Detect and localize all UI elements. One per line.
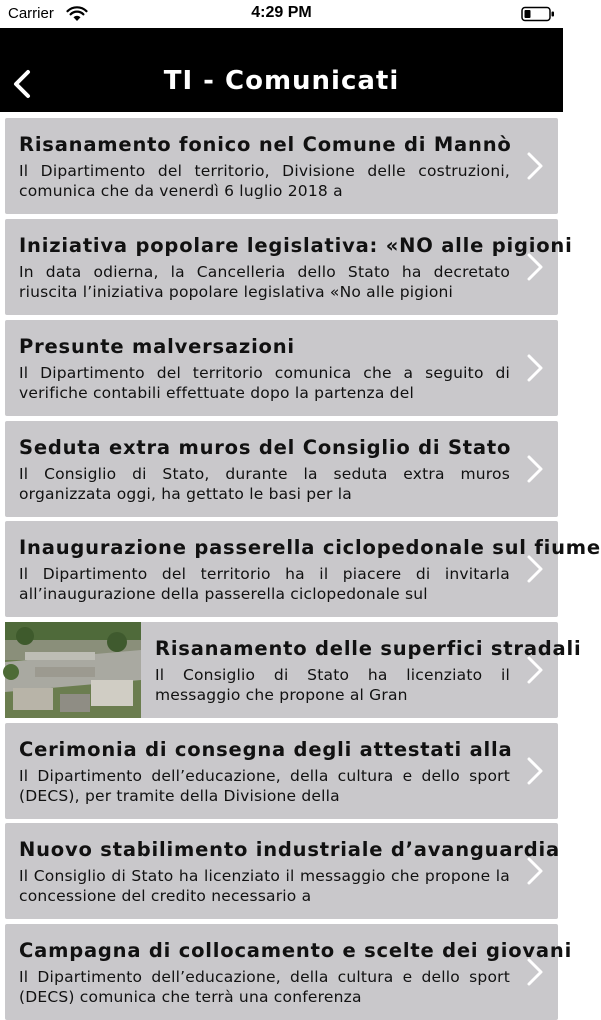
item-excerpt: Il Dipartimento del territorio ha il piacere di invitarla all’inaugurazione della passerella ciclopedonale sul: [19, 565, 510, 603]
list-item[interactable]: [5, 421, 558, 517]
chevron-right-icon: [526, 957, 544, 987]
chevron-right-icon: [526, 856, 544, 886]
chevron-right-icon: [526, 353, 544, 383]
item-excerpt: Il Consiglio di Stato ha licenziato il messaggio che propone al Gran: [155, 666, 510, 704]
item-title: Seduta extra muros del Consiglio di Stato: [19, 436, 512, 459]
item-excerpt: Il Consiglio di Stato, durante la seduta extra muros organizzata oggi, ha gettato le basi per la: [19, 465, 510, 503]
status-bar: [0, 0, 563, 28]
chevron-right-icon: [526, 554, 544, 584]
chevron-right-icon: [526, 252, 544, 282]
battery-icon: [521, 6, 555, 22]
chevron-right-icon: [526, 454, 544, 484]
item-title: Cerimonia di consegna degli attestati alla: [19, 738, 513, 761]
item-title: Risanamento fonico nel Comune di Mannò: [19, 133, 512, 156]
status-time: 4:29 PM: [251, 4, 312, 21]
page-title: TI - Comunicati: [163, 66, 400, 96]
item-title: Inaugurazione passerella ciclopedonale sul fiume: [19, 536, 601, 559]
list-item[interactable]: [5, 219, 573, 315]
item-title: Nuovo stabilimento industriale d’avanguardia: [19, 838, 560, 861]
item-title: Presunte malversazioni: [19, 335, 295, 358]
item-excerpt: Il Dipartimento del territorio comunica che a seguito di verifiche contabili effettuate dopo la partenza del: [19, 364, 510, 402]
list-item[interactable]: [5, 320, 558, 416]
item-title: Risanamento delle superfici stradali: [155, 637, 582, 660]
list-item[interactable]: [5, 924, 573, 1020]
item-thumbnail: [5, 622, 141, 718]
item-title: Iniziativa popolare legislativa: «NO alle pigioni: [19, 234, 573, 257]
press-release-list[interactable]: [0, 112, 601, 1006]
list-item[interactable]: [5, 521, 601, 617]
list-item[interactable]: [5, 823, 558, 919]
list-item[interactable]: [5, 622, 582, 718]
carrier-label: Carrier: [8, 5, 54, 22]
chevron-right-icon: [526, 756, 544, 786]
item-excerpt: In data odierna, la Cancelleria dello Stato ha decretato riuscita l’iniziativa popolare legislativa «No alle pigioni: [19, 263, 510, 301]
item-excerpt: Il Dipartimento dell’educazione, della cultura e dello sport (DECS), per tramite della Divisione della: [19, 767, 510, 805]
item-title: Campagna di collocamento e scelte dei giovani: [19, 939, 573, 962]
chevron-right-icon: [526, 151, 544, 181]
item-excerpt: Il Consiglio di Stato ha licenziato il messaggio che propone la concessione del credito necessario a: [19, 867, 510, 905]
chevron-right-icon: [526, 655, 544, 685]
item-excerpt: Il Dipartimento dell’educazione, della cultura e dello sport (DECS) comunica che terrà una conferenza: [19, 968, 510, 1006]
list-item[interactable]: [5, 118, 558, 214]
navigation-bar: [0, 28, 563, 112]
item-excerpt: Il Dipartimento del territorio, Divisione delle costruzioni, comunica che da venerdì 6 luglio 2018 a: [19, 162, 510, 200]
list-item[interactable]: [5, 723, 558, 819]
